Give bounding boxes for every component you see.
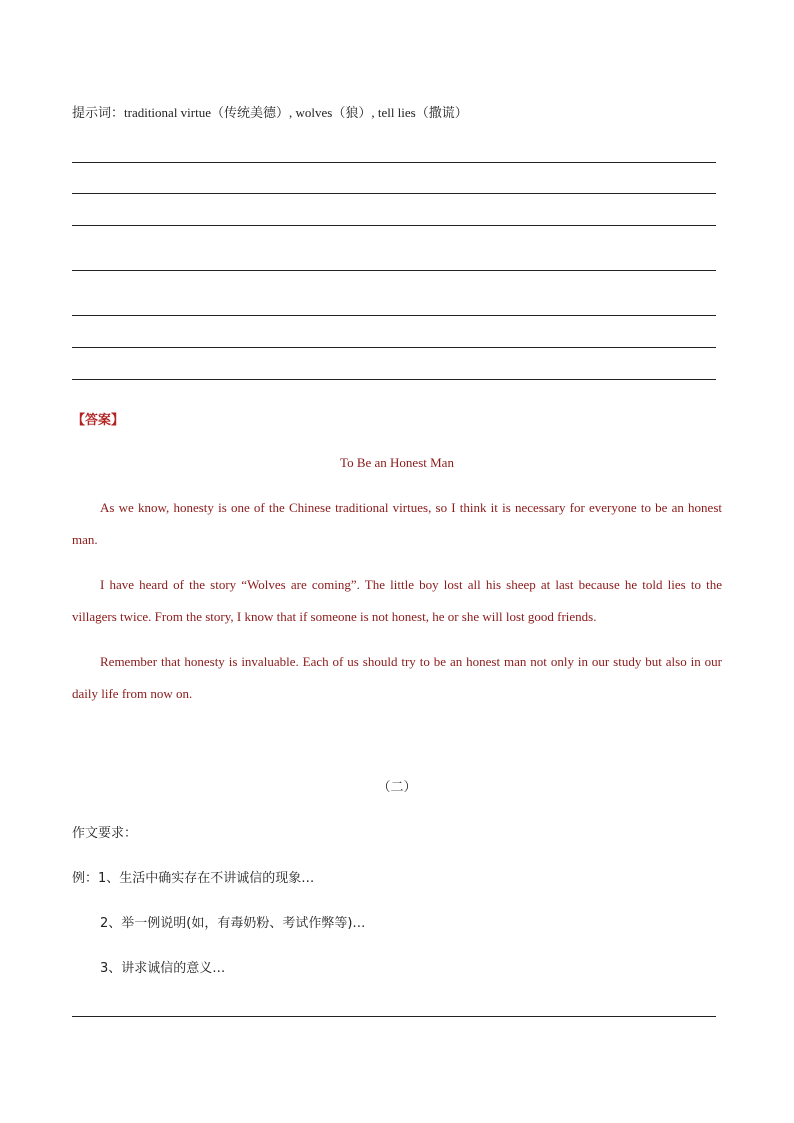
writing-line [72,162,716,163]
writing-line [72,225,716,226]
essay-paragraph: Remember that honesty is invaluable. Each of us should try to be an honest man not only in our study but also in our daily life from now on. [72,654,722,701]
writing-line [72,347,716,348]
writing-line [72,379,716,380]
hint-text: 提示词：traditional virtue（传统美德）, wolves（狼）, tell lies（撒谎） [72,105,468,120]
writing-line [72,270,716,271]
writing-line [72,315,716,316]
example-item: 例：1、生活中确实存在不讲诚信的现象… [72,871,315,886]
essay-paragraph: I have heard of the story “Wolves are coming”. The little boy lost all his sheep at last because he told lies to the villagers twice. From the story, I know that if someone is not honest, he or she will lost good friends. [72,577,722,624]
writing-line [72,193,716,194]
requirement-label: 作文要求： [72,826,138,841]
section-title: （二） [377,779,417,794]
example-item: 2、举一例说明(如，有毒奶粉、考试作弊等)… [100,916,366,931]
example-item: 3、讲求诚信的意义… [100,961,226,976]
writing-line [72,1016,716,1017]
essay-paragraph: As we know, honesty is one of the Chinese traditional virtues, so I think it is necessary for everyone to be an honest man. [72,500,722,547]
answer-label: 【答案】 [72,413,125,428]
essay-title: To Be an Honest Man [340,455,454,470]
